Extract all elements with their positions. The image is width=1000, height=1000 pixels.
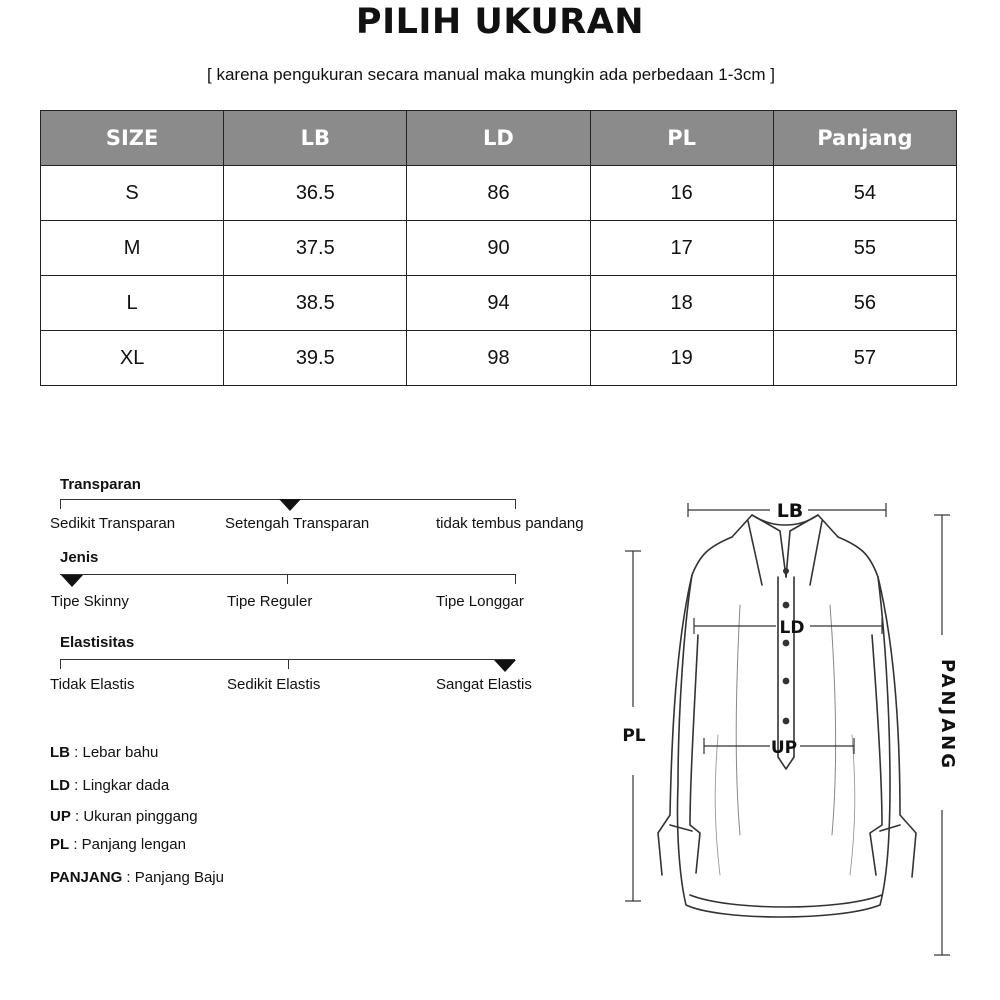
- legend-abbr: PL: [50, 836, 70, 853]
- legend-item-ld: [50, 777, 169, 794]
- table-cell: 98: [407, 331, 590, 386]
- table-cell: M: [41, 221, 224, 276]
- scale-label-jenis: Jenis: [60, 549, 99, 566]
- legend-abbr: PANJANG: [50, 869, 123, 886]
- table-cell: 55: [773, 221, 956, 276]
- table-cell: 36.5: [224, 166, 407, 221]
- scale-label-elastisitas: Elastisitas: [60, 634, 135, 651]
- table-cell: 18: [590, 276, 773, 331]
- header-lb: LB: [224, 111, 407, 166]
- table-row: [41, 331, 957, 386]
- panjang-label: PANJANG: [937, 658, 958, 772]
- legend-abbr: LD: [50, 777, 70, 794]
- table-cell: 54: [773, 166, 956, 221]
- selected-marker-icon: [279, 499, 301, 511]
- legend-abbr: UP: [50, 808, 71, 825]
- table-header-row: [41, 111, 957, 166]
- header-ld: LD: [407, 111, 590, 166]
- shirt-buttons: [783, 568, 790, 724]
- size-table: [40, 110, 957, 386]
- scale-tick: [515, 499, 516, 509]
- scale-option: tidak tembus pandang: [436, 515, 584, 532]
- legend-desc: : Lebar bahu: [70, 744, 159, 761]
- scale-option: Tipe Reguler: [227, 593, 313, 610]
- scale-option: Tidak Elastis: [50, 676, 135, 693]
- scale-option-selected: Setengah Transparan: [225, 515, 370, 532]
- scale-label-transparan: Transparan: [60, 476, 141, 493]
- legend-item-lb: [50, 744, 158, 761]
- header-pl: PL: [590, 111, 773, 166]
- up-label: UP: [770, 738, 798, 758]
- table-cell: XL: [41, 331, 224, 386]
- page-subtitle: [ karena pengukuran secara manual maka mungkin ada perbedaan 1-3cm ]: [207, 65, 775, 84]
- table-cell: 56: [773, 276, 956, 331]
- table-cell: 90: [407, 221, 590, 276]
- scale-tick: [287, 574, 288, 584]
- table-cell: 38.5: [224, 276, 407, 331]
- header-panjang: Panjang: [773, 111, 956, 166]
- table-cell: 57: [773, 331, 956, 386]
- legend-abbr: LB: [50, 744, 70, 761]
- legend-desc: : Ukuran pinggang: [70, 808, 198, 825]
- table-cell: S: [41, 166, 224, 221]
- legend-item-pl: [50, 836, 186, 853]
- scale-option: Sedikit Elastis: [227, 676, 321, 693]
- legend-desc: : Panjang lengan: [69, 836, 186, 853]
- legend-item-up: [50, 808, 198, 825]
- lb-label: LB: [776, 500, 804, 522]
- selected-marker-icon: [61, 575, 83, 587]
- table-cell: 94: [407, 276, 590, 331]
- table-cell: 19: [590, 331, 773, 386]
- scale-option-selected: Sangat Elastis: [436, 676, 532, 693]
- scale-option: Tipe Longgar: [436, 593, 524, 610]
- table-cell: 39.5: [224, 331, 407, 386]
- legend-desc: : Panjang Baju: [122, 869, 224, 886]
- scale-option-selected: Tipe Skinny: [51, 593, 129, 610]
- table-row: [41, 276, 957, 331]
- shirt-outline: [658, 515, 916, 917]
- scale-tick: [60, 659, 61, 669]
- shirt-measurement-diagram: [600, 485, 980, 965]
- ld-label: LD: [779, 618, 805, 638]
- page-title: PILIH UKURAN: [355, 2, 645, 42]
- legend-desc: : Lingkar dada: [70, 777, 170, 794]
- table-row: [41, 166, 957, 221]
- table-cell: L: [41, 276, 224, 331]
- header-size: SIZE: [41, 111, 224, 166]
- scale-option: Sedikit Transparan: [50, 515, 176, 532]
- scale-tick: [288, 659, 289, 669]
- legend-item-panjang: [50, 869, 224, 886]
- scale-tick: [515, 574, 516, 584]
- selected-marker-icon: [494, 660, 516, 672]
- table-cell: 16: [590, 166, 773, 221]
- scale-tick: [60, 499, 61, 509]
- table-cell: 17: [590, 221, 773, 276]
- table-row: [41, 221, 957, 276]
- table-cell: 37.5: [224, 221, 407, 276]
- pl-label: PL: [622, 726, 646, 746]
- table-cell: 86: [407, 166, 590, 221]
